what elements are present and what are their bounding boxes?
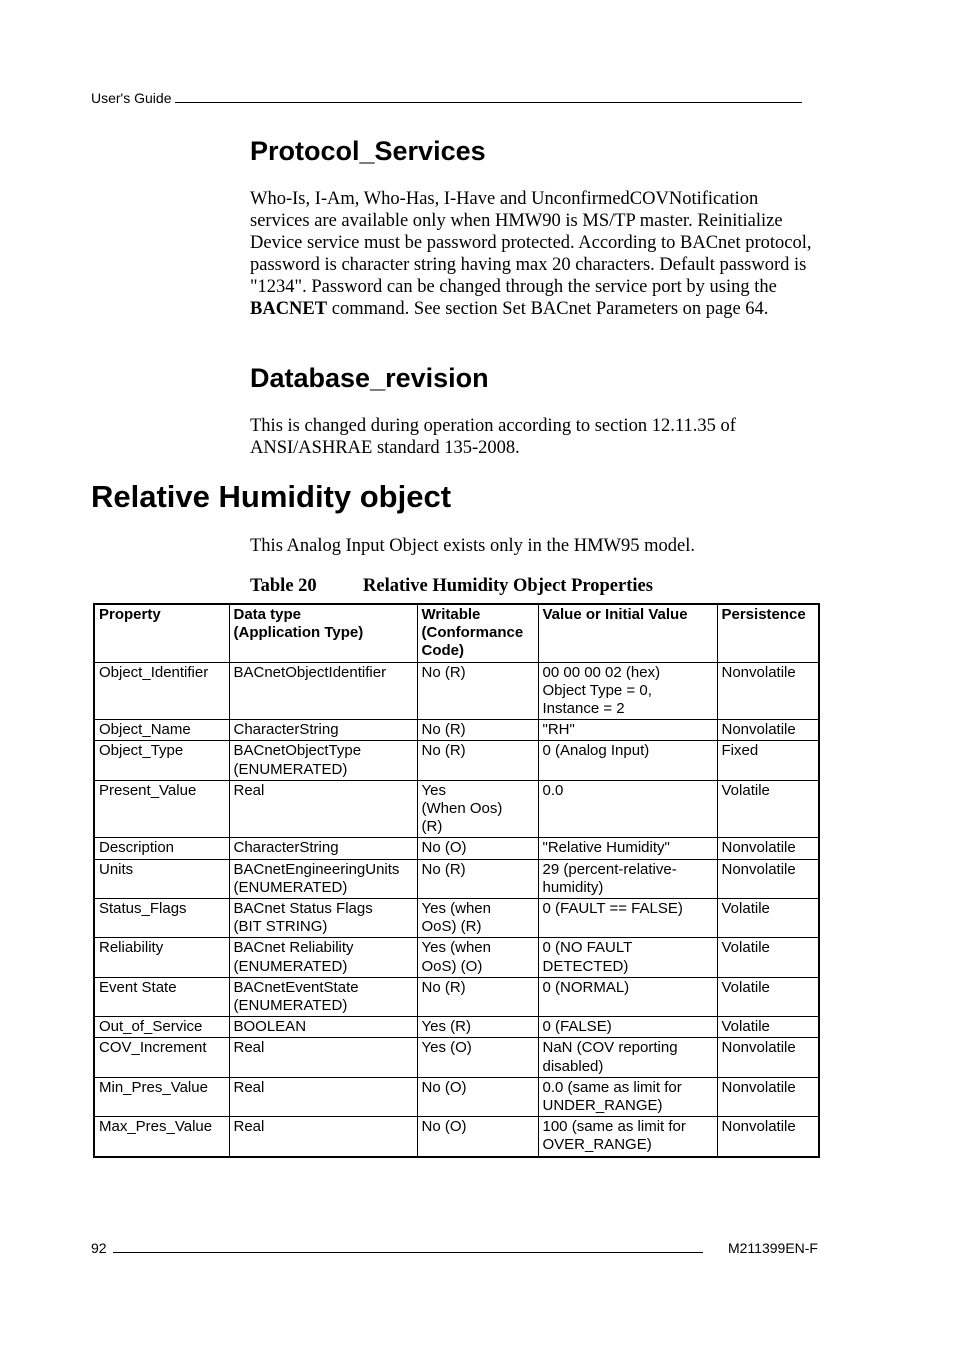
table-cell [229,662,417,720]
table-cell [717,780,819,838]
table-body [94,662,819,1157]
header-cell-line: (Application Type) [233,624,364,642]
relative-humidity-properties-table [93,603,820,1158]
cell-line: Present_Value [99,781,197,799]
cell-line: humidity) [542,878,604,896]
table-header-row [94,604,819,662]
cell-line: No (O) [421,1078,467,1096]
table-cell [229,720,417,741]
table-row [94,899,819,938]
table-cell [229,741,417,780]
cell-line: BACnetObjectIdentifier [233,663,387,681]
table-cell [717,1038,819,1077]
table-cell [538,938,717,977]
header-cell-line: Property [99,606,161,623]
cell-line: No (O) [421,839,467,857]
table-cell [717,720,819,741]
table-header-cell [229,604,417,662]
cell-line: No (R) [421,721,466,739]
cell-line: Nonvolatile [721,860,796,878]
cell-line: Max_Pres_Value [99,1118,213,1136]
cell-line: No (R) [421,978,466,996]
table-cell [417,1077,538,1116]
table-row [94,1117,819,1157]
cell-line: OVER_RANGE) [542,1136,652,1154]
cell-line: Nonvolatile [721,1078,796,1096]
running-footer [91,1240,818,1256]
cell-line: Yes (R) [421,1018,471,1036]
header-rule [175,90,802,103]
table-header-cell [538,604,717,662]
table-cell [229,938,417,977]
table-cell [538,859,717,898]
table-cell [717,938,819,977]
table-cell [94,938,229,977]
cell-line: Out_of_Service [99,1018,203,1036]
table-cell [417,859,538,898]
running-header [91,90,802,106]
cell-line: (BIT STRING) [233,918,328,936]
header-cell-line: Data type [233,606,302,623]
footer-page-number: 92 [91,1240,107,1256]
cell-line: Description [99,839,175,857]
table-cell [229,838,417,859]
header-cell-line: Code) [421,642,464,660]
cell-line: Volatile [721,978,770,996]
header-cell-line: Value or Initial Value [542,606,688,623]
cell-line: No (O) [421,1118,467,1136]
table-cell [229,899,417,938]
cell-line: BACnet Reliability [233,939,354,957]
header-cell-line: Writable [421,606,481,623]
cell-line: Object_Identifier [99,663,209,681]
header-cell-line: Persistence [721,606,806,623]
table-cell [94,899,229,938]
table-cell [94,1077,229,1116]
table-cell [229,977,417,1016]
table-cell [229,780,417,838]
cell-line: Reliability [99,939,164,957]
database-revision-paragraph: This is changed during operation according to section 12.11.35 of ANSI/ASHRAE standard 135-2008. [250,416,736,458]
header-title: User's Guide [91,90,172,106]
table-cell [417,1017,538,1038]
table-cell [417,780,538,838]
table-cell [229,859,417,898]
cell-line: Object_Name [99,721,191,739]
cell-line: Yes (when [421,900,491,918]
cell-line: "RH" [542,721,575,739]
table-cell [94,859,229,898]
cell-line: Event State [99,978,177,996]
cell-line: Real [233,1118,265,1136]
cell-line: Real [233,781,265,799]
table-cell [717,899,819,938]
table-cell [717,741,819,780]
table-cell [94,1117,229,1157]
cell-line: Units [99,860,134,878]
relative-humidity-paragraph: This Analog Input Object exists only in the HMW95 model. [250,536,695,556]
table-cell [417,720,538,741]
table-cell [417,1038,538,1077]
table-cell [229,1017,417,1038]
cell-line: (ENUMERATED) [233,957,348,975]
cell-line: UNDER_RANGE) [542,1097,663,1115]
cell-line: Nonvolatile [721,721,796,739]
table-cell [717,838,819,859]
cell-line: disabled) [542,1057,604,1075]
cell-line: Volatile [721,939,770,957]
cell-line: Volatile [721,1018,770,1036]
cell-line: Yes (when [421,939,491,957]
cell-line: (ENUMERATED) [233,997,348,1015]
table-cell [417,938,538,977]
cell-line: 0 (NORMAL) [542,978,630,996]
table-cell [717,1117,819,1157]
table-cell [94,1017,229,1038]
table-cell [94,838,229,859]
table-header-cell [717,604,819,662]
cell-line: "Relative Humidity" [542,839,670,857]
cell-line: Fixed [721,742,759,760]
table-header-cell [94,604,229,662]
table-cell [94,977,229,1016]
cell-line: Instance = 2 [542,700,625,718]
cell-line: 100 (same as limit for [542,1118,686,1136]
table-header [94,604,819,662]
table-cell [538,662,717,720]
table-cell [538,977,717,1016]
table-cell [538,1077,717,1116]
cell-line: (R) [421,818,443,836]
table-cell [94,780,229,838]
cell-line: 0 (FAULT == FALSE) [542,900,683,918]
table-cell [717,977,819,1016]
protocol-services-text-start: Who-Is, I-Am, Who-Has, I-Have and UnconfirmedCOVNotification services are available only when HMW90 is MS/TP master. Reinitialize Device service must be password protected. According to BACnet protocol, password is character string having max 20 characters. Default password is "1234". Password can be changed through the service port by using the [250,189,812,297]
heading-protocol-services: Protocol_Services [250,136,486,166]
table-cell [94,662,229,720]
cell-line: No (R) [421,663,466,681]
cell-line: (ENUMERATED) [233,760,348,778]
table-cell [538,741,717,780]
cell-line: 0 (FALSE) [542,1018,612,1036]
cell-line: 0 (NO FAULT [542,939,633,957]
table-row [94,977,819,1016]
cell-line: Object Type = 0, [542,681,652,699]
cell-line: Nonvolatile [721,1118,796,1136]
cell-line: CharacterString [233,839,339,857]
table-cell [229,1117,417,1157]
table-cell [717,1077,819,1116]
table-cell [717,662,819,720]
table-row [94,938,819,977]
table-cell [717,1017,819,1038]
table-row [94,838,819,859]
table-cell [417,977,538,1016]
heading-relative-humidity-object: Relative Humidity object [91,479,452,514]
cell-line: No (R) [421,860,466,878]
table-row [94,1017,819,1038]
cell-line: 29 (percent-relative- [542,860,677,878]
cell-line: Real [233,1039,265,1057]
table-cell [538,838,717,859]
table-cell [538,899,717,938]
cell-line: Nonvolatile [721,1039,796,1057]
cell-line: DETECTED) [542,957,629,975]
cell-line: CharacterString [233,721,339,739]
cell-line: BACnetEngineeringUnits [233,860,400,878]
table-cell [417,1117,538,1157]
table-cell [417,899,538,938]
cell-line: BACnet Status Flags [233,900,373,918]
cell-line: 0.0 (same as limit for [542,1078,682,1096]
table-row [94,780,819,838]
table-cell [94,1038,229,1077]
table-row [94,1038,819,1077]
table-cell [538,1017,717,1038]
table-row [94,741,819,780]
table-cell [229,1077,417,1116]
cell-line: Nonvolatile [721,663,796,681]
table-header-cell [417,604,538,662]
cell-line: No (R) [421,742,466,760]
footer-document-code: M211399EN-F [727,1240,818,1256]
table-cell [538,780,717,838]
cell-line: Yes [421,781,446,799]
table-row [94,859,819,898]
cell-line: Status_Flags [99,900,187,918]
cell-line: OoS) (O) [421,957,483,975]
table-cell [538,1117,717,1157]
table-cell [417,838,538,859]
cell-line: Real [233,1078,265,1096]
cell-line: 00 00 00 02 (hex) [542,663,661,681]
table-row [94,1077,819,1116]
table-cell [538,1038,717,1077]
table-caption-title: Relative Humidity Object Properties [363,576,653,596]
table-caption [250,576,653,597]
cell-line: Volatile [721,900,770,918]
bacnet-command-name: BACNET [250,299,328,319]
protocol-services-text-end: command. See section Set BACnet Parameters on page 64. [327,299,769,319]
table-cell [229,1038,417,1077]
footer-rule [113,1240,703,1253]
table-cell [417,662,538,720]
cell-line: Nonvolatile [721,839,796,857]
cell-line: BACnetEventState [233,978,359,996]
table-row [94,720,819,741]
cell-line: BACnetObjectType [233,742,362,760]
cell-line: COV_Increment [99,1039,207,1057]
protocol-services-paragraph [250,188,822,320]
table-row [94,662,819,720]
cell-line: 0 (Analog Input) [542,742,650,760]
cell-line: (ENUMERATED) [233,878,348,896]
cell-line: Yes (O) [421,1039,472,1057]
cell-line: Object_Type [99,742,184,760]
cell-line: (When Oos) [421,800,503,818]
table-cell [94,741,229,780]
table-cell [538,720,717,741]
header-cell-line: (Conformance [421,624,524,642]
heading-database-revision: Database_revision [250,363,489,393]
cell-line: Volatile [721,781,770,799]
table-caption-number: Table 20 [250,576,317,596]
cell-line: NaN (COV reporting [542,1039,678,1057]
cell-line: 0.0 [542,781,564,799]
cell-line: BOOLEAN [233,1018,307,1036]
table-cell [717,859,819,898]
cell-line: OoS) (R) [421,918,482,936]
table-cell [94,720,229,741]
cell-line: Min_Pres_Value [99,1078,208,1096]
table-cell [417,741,538,780]
